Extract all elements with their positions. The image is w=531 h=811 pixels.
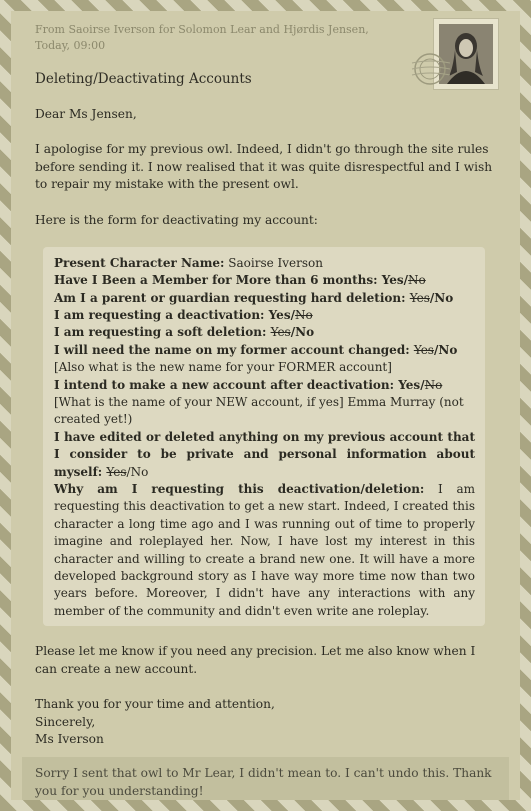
answer-yes: Yes	[381, 273, 404, 288]
paragraph-request: Please let me know if you need any precision. Let me also know when I can create a new account.	[35, 644, 476, 676]
letter-body	[35, 106, 496, 749]
reason-text: I am requesting this deactivation to get a new start. Indeed, I created this character a long time ago and I was running out of time to properly imagine and roleplayed her. Now, I have lost my interest in this character and willing to create a brand new one. It will have a more developed background story as I have way more time now than two years before. Moreover, I didn't have any interactions with any member of the community and didn't even write ane roleplay.	[54, 482, 476, 618]
answer-yes: Yes	[398, 377, 421, 392]
form-label: Am I a parent or guardian requesting hard deletion:	[54, 290, 410, 305]
form-row-name	[54, 255, 475, 272]
answer-no: No	[130, 464, 149, 479]
answer-separator: /	[433, 342, 439, 357]
greeting: Dear Ms Jensen,	[35, 107, 137, 121]
form-label: I am requesting a deactivation:	[54, 307, 269, 322]
form-row-reason	[54, 481, 475, 620]
form-label: I will need the name on my former account changed:	[54, 342, 414, 357]
form-row-deactivation	[54, 307, 475, 324]
answer-no: No	[434, 290, 454, 305]
form-label: I intend to make a new account after deactivation:	[54, 377, 399, 392]
from-line: From Saoirse Iverson for Solomon Lear and Hjørdis Jensen,	[35, 23, 369, 36]
form-note: [What is the name of your NEW account, if yes] Emma Murray (not created yet!)	[54, 395, 464, 427]
deactivation-form	[43, 247, 485, 627]
postscript: Sorry I sent that owl to Mr Lear, I didn't mean to. I can't undo this. Thank you for you understanding!	[22, 757, 509, 808]
paragraph-apology: I apologise for my previous owl. Indeed, I didn't go through the site rules before sending it. I now realised that it was quite disrespectful and I wish to repair my mistake with the present owl.	[35, 142, 493, 192]
form-label: I have edited or deleted anything on my previous account that I consider to be private and personal information about myself:	[54, 429, 475, 479]
answer-no: No	[295, 325, 315, 340]
form-value: Saoirse Iverson	[224, 255, 323, 270]
answer-yes-struck: Yes	[409, 290, 430, 305]
form-note: [Also what is the new name for your FORMER account]	[54, 360, 392, 375]
answer-yes: Yes	[268, 307, 291, 322]
form-label: Present Character Name:	[54, 255, 225, 270]
answer-no: No	[438, 342, 458, 357]
letter-header	[35, 22, 375, 54]
form-row-parent	[54, 290, 475, 307]
answer-no-struck: No	[424, 377, 443, 392]
answer-no-struck: No	[408, 273, 426, 288]
answer-yes-struck: Yes	[413, 342, 434, 357]
letter-subject: Deleting/Deactivating Accounts	[35, 71, 252, 87]
form-label: I am requesting a soft deletion:	[54, 325, 271, 340]
answer-separator: /	[290, 325, 296, 340]
letter-paper	[11, 11, 520, 800]
answer-no-struck: No	[294, 307, 313, 322]
form-label: Why am I requesting this deactivation/deletion:	[54, 482, 425, 497]
answer-yes-struck: Yes	[270, 325, 291, 340]
date-line: Today, 09:00	[35, 39, 106, 52]
answer-separator: /	[290, 307, 295, 322]
form-row-private-info	[54, 429, 475, 481]
closing-sincerely: Sincerely,	[35, 714, 96, 729]
form-row-soft-deletion	[54, 324, 475, 341]
closing-thanks: Thank you for your time and attention,	[35, 697, 275, 712]
postmark-icon	[410, 49, 450, 89]
form-row-rename	[54, 342, 475, 377]
form-label: Have I Been a Member for More than 6 months:	[54, 273, 382, 288]
answer-separator: /	[429, 290, 435, 305]
form-row-member	[54, 272, 475, 289]
answer-separator: /	[126, 464, 131, 479]
answer-separator: /	[403, 273, 409, 288]
paragraph-form-intro: Here is the form for deactivating my account:	[35, 212, 318, 227]
answer-yes-struck: Yes	[106, 464, 127, 479]
signature: Ms Iverson	[35, 732, 104, 747]
answer-separator: /	[420, 377, 425, 392]
form-row-new-account	[54, 377, 475, 429]
